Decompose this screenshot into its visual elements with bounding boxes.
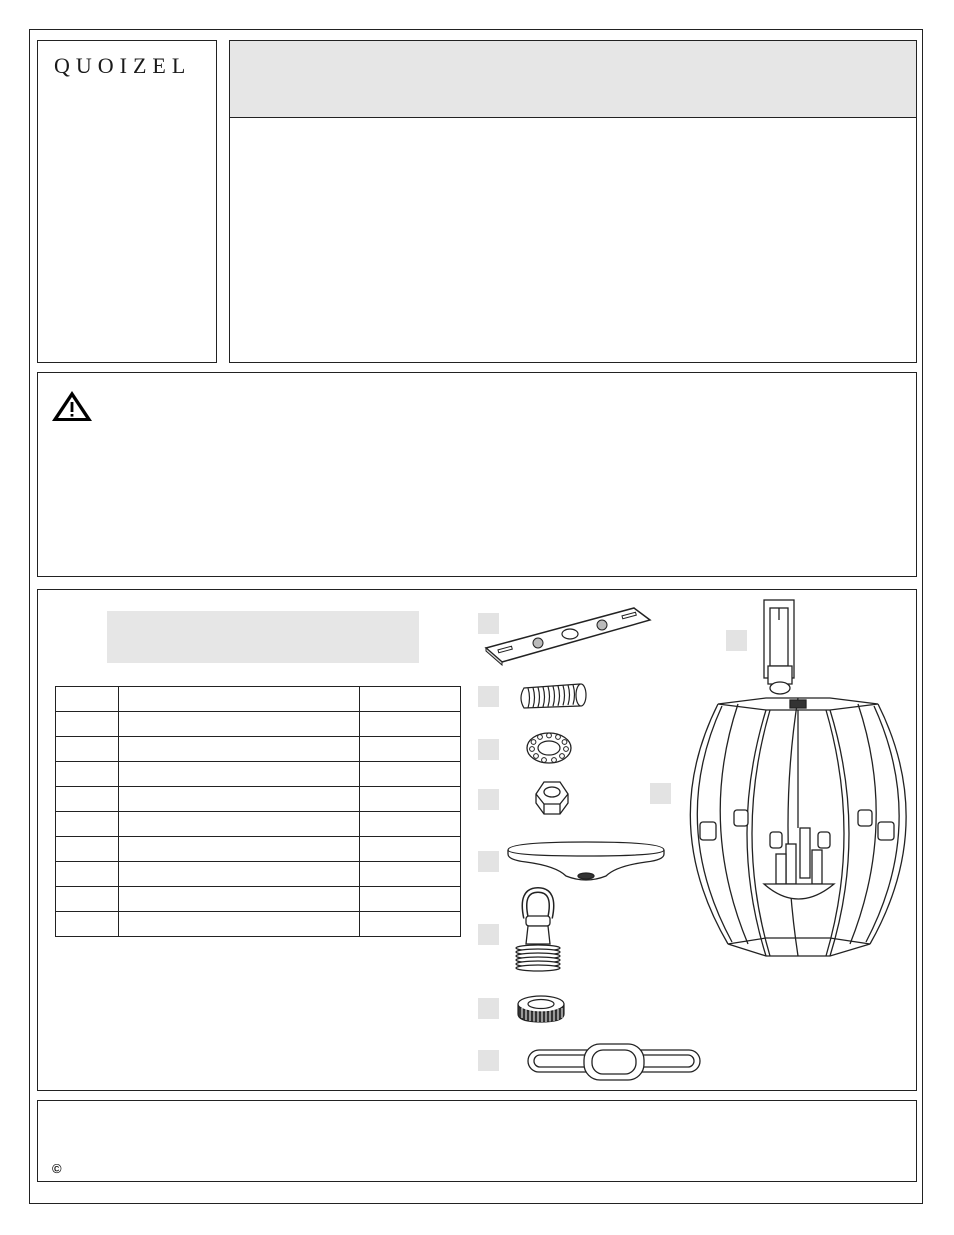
part-label-h [478, 1050, 499, 1071]
table-cell [119, 837, 360, 862]
table-cell [119, 687, 360, 712]
table-cell [119, 787, 360, 812]
table-cell [56, 912, 119, 937]
table-cell [56, 837, 119, 862]
warning-panel [37, 372, 917, 577]
copyright-symbol: © [52, 1161, 62, 1176]
lantern-fixture-icon [678, 694, 916, 966]
canopy-icon [506, 836, 668, 884]
table-cell [360, 837, 461, 862]
table-cell [360, 812, 461, 837]
table-cell [56, 762, 119, 787]
table-row [56, 687, 461, 712]
table-cell [360, 737, 461, 762]
part-label-f [478, 924, 499, 945]
part-label-g [478, 998, 499, 1019]
title-panel [229, 40, 917, 363]
table-row [56, 737, 461, 762]
table-cell [56, 887, 119, 912]
loop-lock-nut-icon [514, 992, 568, 1026]
swivel-loop-icon [512, 886, 564, 978]
table-row [56, 837, 461, 862]
table-cell [360, 762, 461, 787]
table-row [56, 862, 461, 887]
table-cell [56, 812, 119, 837]
part-label-e [478, 851, 499, 872]
table-cell [119, 712, 360, 737]
table-cell [360, 687, 461, 712]
table-row [56, 887, 461, 912]
table-cell [56, 862, 119, 887]
brand-panel [37, 40, 217, 363]
part-label-d [478, 789, 499, 810]
table-cell [360, 862, 461, 887]
table-cell [56, 737, 119, 762]
warning-triangle-icon [50, 389, 94, 423]
table-cell [360, 912, 461, 937]
threaded-nipple-icon [518, 680, 590, 712]
parts-header-band [107, 611, 419, 663]
table-cell [119, 912, 360, 937]
hex-nut-icon [526, 778, 576, 818]
table-cell [119, 812, 360, 837]
brand-logo: QUOIZEL [54, 53, 192, 78]
mounting-strap-icon [484, 604, 654, 666]
table-row [56, 712, 461, 737]
chain-icon [524, 1040, 704, 1084]
table-cell [56, 712, 119, 737]
part-label-i [726, 630, 747, 651]
table-cell [360, 712, 461, 737]
fixture-hanger-icon [754, 598, 806, 698]
footer-panel [37, 1100, 917, 1182]
table-row [56, 762, 461, 787]
part-label-j [650, 783, 671, 804]
table-cell [119, 762, 360, 787]
table-cell [119, 887, 360, 912]
lock-washer-icon [524, 730, 574, 766]
part-label-c [478, 739, 499, 760]
parts-panel [37, 589, 917, 1091]
part-label-b [478, 686, 499, 707]
table-cell [119, 862, 360, 887]
table-row [56, 912, 461, 937]
table-row [56, 787, 461, 812]
table-cell [360, 787, 461, 812]
title-band [230, 41, 916, 118]
table-cell [56, 787, 119, 812]
table-cell [360, 887, 461, 912]
table-cell [119, 737, 360, 762]
table-row [56, 812, 461, 837]
table-cell [56, 687, 119, 712]
parts-table [55, 686, 461, 937]
